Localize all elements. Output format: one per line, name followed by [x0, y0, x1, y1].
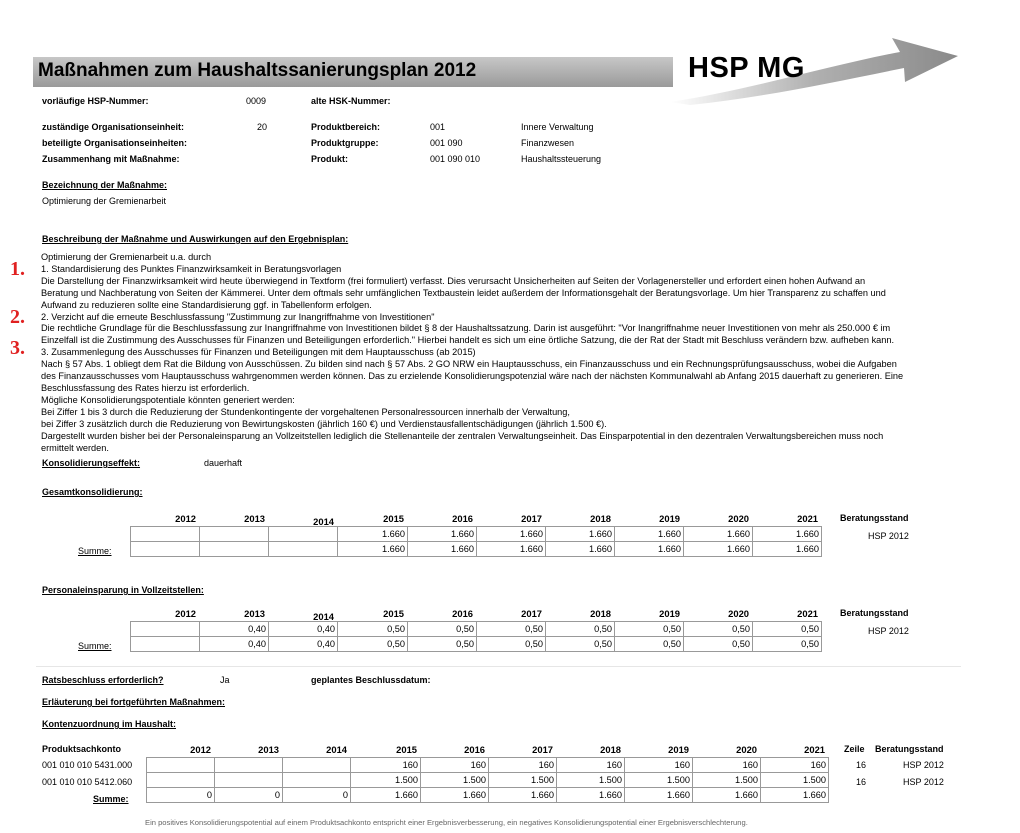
- gesamt-table: [130, 526, 822, 557]
- konto-row-2-label: 001 010 010 5412.060: [42, 777, 133, 787]
- personal-summe-cell-2017: 0,50: [477, 637, 546, 652]
- beteiligte-label: beteiligte Organisationseinheiten:: [42, 138, 188, 148]
- personal-year-2018: 2018: [590, 608, 611, 619]
- marker-1: 1.: [10, 258, 25, 280]
- konten-row-1-cell-2017: 160: [489, 758, 557, 773]
- erlaeuterung-heading: Erläuterung bei fortgeführten Maßnahmen:: [42, 697, 226, 707]
- gesamt-year-2012: 2012: [175, 513, 196, 524]
- beschreibung-line: Die Darstellung der Finanzwirksamkeit wird heute überwiegend in Textform (frei formuliert) verfasst. Dies verursacht Unsicherheiten auf Seiten der Vorlagenersteller und erfordert einen hohen Aufwand an: [41, 275, 866, 286]
- beschreibung-line: Nach § 57 Abs. 1 obliegt dem Rat die Bildung von Ausschüssen. Zu bilden sind nach § 57 Abs. 2 GO NRW ein Hauptausschuss, ein Finanzausschuss und ein Rechnungsprüfungsausschuss, wobei die Aufgaben: [41, 359, 897, 370]
- konten-summe-cell-2013: 0: [215, 788, 283, 803]
- konten-summe-cell-2020: 1.660: [693, 788, 761, 803]
- konten-row-1-cell-2013: [215, 758, 283, 773]
- konsolidierungseffekt-label: Konsolidierungseffekt:: [42, 458, 141, 468]
- personal-summe-label: Summe:: [78, 641, 112, 651]
- personal-summe-cell-2013: 0,40: [200, 637, 269, 652]
- produktbereich-name: Innere Verwaltung: [521, 122, 594, 132]
- konten-year-2019: 2019: [668, 744, 689, 755]
- beschreibung-line: Einzelfall ist die Zustimmung des Ausschusses für Finanzen und Beteiligungen erforderlich." Hierbei handelt es sich um eine örtliche Satzung, die der Rat der Stadt mit Beschluss verändern bzw. aufheben kann.: [41, 335, 895, 346]
- gesamt-cell-2015: 1.660: [338, 527, 408, 542]
- hsp-number-label: vorläufige HSP-Nummer:: [42, 96, 149, 106]
- personal-summe-cell-2012: [131, 637, 200, 652]
- konten-summe-row: [147, 788, 829, 803]
- konten-row: [147, 773, 829, 788]
- personal-cell-2017: 0,50: [477, 622, 546, 637]
- konten-row-1-cell-2015: 160: [351, 758, 421, 773]
- konten-row-1-cell-2018: 160: [557, 758, 625, 773]
- konten-summe-cell-2012: 0: [147, 788, 215, 803]
- produktgruppe-label: Produktgruppe:: [311, 138, 379, 148]
- marker-3: 3.: [10, 337, 25, 359]
- personal-beratungsstand-value: HSP 2012: [868, 626, 909, 636]
- gesamt-year-2017: 2017: [521, 513, 542, 524]
- gesamt-summe-cell-2020: 1.660: [684, 542, 753, 557]
- gesamt-summe-row: [131, 542, 822, 557]
- gesamt-year-2020: 2020: [728, 513, 749, 524]
- gesamt-year-2021: 2021: [797, 513, 818, 524]
- logo-text: HSP MG: [688, 52, 805, 84]
- konto-row-1-label: 001 010 010 5431.000: [42, 760, 133, 770]
- gesamt-beratungsstand-value: HSP 2012: [868, 531, 909, 541]
- personal-year-2013: 2013: [244, 608, 265, 619]
- page-title: Maßnahmen zum Haushaltssanierungsplan 2012: [38, 60, 477, 81]
- konten-year-2021: 2021: [804, 744, 825, 755]
- bezeichnung-heading: Bezeichnung der Maßnahme:: [42, 180, 168, 190]
- gesamt-cell-2013: [200, 527, 269, 542]
- hsp-number-value: 0009: [246, 96, 267, 106]
- beschreibung-line: des Finanzausschusses vom Hauptausschuss wahrgenommen werden können. Das zu erzielende Konsolidierungspotenzial wäre nach der nächsten Kommunalwahl ab Anfang 2015 dauerhaft zu generieren. Eine: [41, 371, 904, 382]
- gesamt-beratungsstand-label: Beratungsstand: [840, 513, 909, 523]
- gesamt-cell-2016: 1.660: [408, 527, 477, 542]
- konten-summe-label: Summe:: [93, 794, 129, 804]
- konten-summe-cell-2021: 1.660: [761, 788, 829, 803]
- konten-year-2016: 2016: [464, 744, 485, 755]
- personal-summe-cell-2021: 0,50: [753, 637, 822, 652]
- konten-summe-cell-2019: 1.660: [625, 788, 693, 803]
- konten-year-2015: 2015: [396, 744, 417, 755]
- gesamt-summe-cell-2017: 1.660: [477, 542, 546, 557]
- gesamt-year-2018: 2018: [590, 513, 611, 524]
- personal-cell-2012: [131, 622, 200, 637]
- konten-row-1-cell-2020: 160: [693, 758, 761, 773]
- produktgruppe-name: Finanzwesen: [521, 138, 575, 148]
- beschreibung-text: [41, 252, 971, 454]
- beschreibung-line: Optimierung der Gremienarbeit u.a. durch: [41, 252, 212, 262]
- personal-heading: Personaleinsparung in Vollzeitstellen:: [42, 585, 204, 595]
- personal-row: [131, 622, 822, 637]
- gesamt-summe-cell-2015: 1.660: [338, 542, 408, 557]
- konten-row-2-cell-2012: [147, 773, 215, 788]
- konten-beratungsstand-header: Beratungsstand: [875, 744, 944, 754]
- personal-summe-row: [131, 637, 822, 652]
- konten-row-2-cell-2020: 1.500: [693, 773, 761, 788]
- gesamt-cell-2012: [131, 527, 200, 542]
- personal-year-2017: 2017: [521, 608, 542, 619]
- gesamt-year-2014: 2014: [313, 516, 334, 527]
- konten-year-2013: 2013: [258, 744, 279, 755]
- personal-year-2014: 2014: [313, 611, 334, 622]
- konten-row-2-cell-2021: 1.500: [761, 773, 829, 788]
- gesamt-cell-2019: 1.660: [615, 527, 684, 542]
- konten-year-2014: 2014: [326, 744, 347, 755]
- org-unit-value: 20: [257, 122, 268, 132]
- gesamt-summe-cell-2014: [269, 542, 338, 557]
- gesamt-cell-2017: 1.660: [477, 527, 546, 542]
- zusammenhang-label: Zusammenhang mit Maßnahme:: [42, 154, 180, 164]
- konten-row-2-cell-2019: 1.500: [625, 773, 693, 788]
- konten-row-2-cell-2014: [283, 773, 351, 788]
- konten-row-2-cell-2017: 1.500: [489, 773, 557, 788]
- beschreibung-line: Dargestellt wurden bisher bei der Personaleinsparung an Vollzeitstellen lediglich die Stellenanteile der zentralen Verwaltungseinheit. Das Einsparpotential in den dezentralen Verwaltungsbereichen muss noch: [41, 430, 884, 441]
- beschreibung-line: 2. Verzicht auf die erneute Beschlussfassung "Zustimmung zur Inangriffnahme von Investitionen": [41, 311, 435, 322]
- gesamt-summe-cell-2016: 1.660: [408, 542, 477, 557]
- beschreibung-line: Beratung und Nachberatung von Seiten der Kämmerei. Unter dem oftmals sehr umfänglichen Textbaustein leidet außerdem der Informationsgehalt der Beratungsvorlage. Um hier Transparenz zu schaffen und: [41, 287, 886, 298]
- personal-year-2016: 2016: [452, 608, 473, 619]
- org-unit-label: zuständige Organisationseinheit:: [42, 122, 185, 132]
- gesamt-summe-cell-2021: 1.660: [753, 542, 822, 557]
- konten-row-2-cell-2018: 1.500: [557, 773, 625, 788]
- konten-heading: Kontenzuordnung im Haushalt:: [42, 719, 176, 729]
- personal-cell-2016: 0,50: [408, 622, 477, 637]
- personal-cell-2019: 0,50: [615, 622, 684, 637]
- beschreibung-line: Die rechtliche Grundlage für die Beschlussfassung zur Inangriffnahme von Investitionen bildet § 8 der Haushaltssatzung. Darin ist ausgeführt: "Vor Inangriffnahme neuer Investitionen von mehr als 250.000 € im: [41, 323, 891, 334]
- personal-summe-cell-2016: 0,50: [408, 637, 477, 652]
- personal-year-2019: 2019: [659, 608, 680, 619]
- konten-year-2012: 2012: [190, 744, 211, 755]
- personal-summe-cell-2018: 0,50: [546, 637, 615, 652]
- beschreibung-line: 1. Standardisierung des Punktes Finanzwirksamkeit in Beratungsvorlagen: [41, 263, 342, 274]
- konten-row-2-cell-2015: 1.500: [351, 773, 421, 788]
- personal-summe-cell-2014: 0,40: [269, 637, 338, 652]
- personal-year-2020: 2020: [728, 608, 749, 619]
- gesamt-year-2016: 2016: [452, 513, 473, 524]
- gesamt-heading: Gesamtkonsolidierung:: [42, 487, 143, 497]
- gesamt-cell-2018: 1.660: [546, 527, 615, 542]
- konten-summe-cell-2017: 1.660: [489, 788, 557, 803]
- bezeichnung-text: Optimierung der Gremienarbeit: [42, 196, 167, 206]
- konten-row-2-cell-2013: [215, 773, 283, 788]
- ratsbeschluss-label: Ratsbeschluss erforderlich?: [42, 675, 164, 685]
- beschreibung-heading: Beschreibung der Maßnahme und Auswirkungen auf den Ergebnisplan:: [42, 234, 349, 244]
- personal-year-2015: 2015: [383, 608, 404, 619]
- konto-row-1-stand: HSP 2012: [903, 760, 944, 770]
- konten-summe-cell-2016: 1.660: [421, 788, 489, 803]
- personal-cell-2020: 0,50: [684, 622, 753, 637]
- konten-row-1-cell-2021: 160: [761, 758, 829, 773]
- ratsbeschluss-value: Ja: [220, 675, 230, 685]
- personal-table: [130, 621, 822, 652]
- konten-row-2-cell-2016: 1.500: [421, 773, 489, 788]
- konten-year-2018: 2018: [600, 744, 621, 755]
- gesamt-cell-2014: [269, 527, 338, 542]
- personal-cell-2018: 0,50: [546, 622, 615, 637]
- gesamt-summe-cell-2012: [131, 542, 200, 557]
- gesamt-cell-2021: 1.660: [753, 527, 822, 542]
- konten-year-2020: 2020: [736, 744, 757, 755]
- personal-year-2012: 2012: [175, 608, 196, 619]
- divider: [36, 666, 961, 667]
- gesamt-year-2015: 2015: [383, 513, 404, 524]
- konto-row-1-zeile: 16: [856, 760, 867, 770]
- konten-row-1-cell-2014: [283, 758, 351, 773]
- produkt-name: Haushaltssteuerung: [521, 154, 602, 164]
- produktsachkonto-header: Produktsachkonto: [42, 744, 122, 754]
- produktbereich-label: Produktbereich:: [311, 122, 381, 132]
- gesamt-cell-2020: 1.660: [684, 527, 753, 542]
- beschlussdatum-label: geplantes Beschlussdatum:: [311, 675, 431, 685]
- beschreibung-line: ermittelt werden.: [41, 442, 109, 453]
- konten-table: [146, 757, 829, 803]
- beschreibung-line: Aufwand zu reduzieren sollte eine Standardisierung ggf. in Tabellenform erfolgen.: [41, 299, 372, 310]
- personal-cell-2014: 0,40: [269, 622, 338, 637]
- personal-summe-cell-2020: 0,50: [684, 637, 753, 652]
- konten-row-1-cell-2012: [147, 758, 215, 773]
- beschreibung-line: bei Ziffer 3 zusätzlich durch die Reduzierung von Bewirtungskosten (jährlich 160 €) und Verdienstausfallentschädigungen (jährlich 1.500 €).: [41, 418, 607, 429]
- konten-row: [147, 758, 829, 773]
- personal-summe-cell-2015: 0,50: [338, 637, 408, 652]
- beschreibung-line: Mögliche Konsolidierungspotentiale könnten generiert werden:: [41, 394, 295, 405]
- beschreibung-line: Bei Ziffer 1 bis 3 durch die Reduzierung der Stundenkontingente der vorgehaltenen Personalressourcen innerhalb der Verwaltung,: [41, 406, 570, 417]
- personal-year-2021: 2021: [797, 608, 818, 619]
- produkt-label: Produkt:: [311, 154, 348, 164]
- beschreibung-line: Beschlussfassung des Rates hierzu ist erforderlich.: [41, 382, 250, 393]
- konten-year-2017: 2017: [532, 744, 553, 755]
- produktgruppe-code: 001 090: [430, 138, 463, 148]
- konten-summe-cell-2018: 1.660: [557, 788, 625, 803]
- gesamt-row: [131, 527, 822, 542]
- personal-beratungsstand-label: Beratungsstand: [840, 608, 909, 618]
- produktbereich-code: 001: [430, 122, 446, 132]
- konten-row-1-cell-2016: 160: [421, 758, 489, 773]
- gesamt-summe-cell-2013: [200, 542, 269, 557]
- konten-row-1-cell-2019: 160: [625, 758, 693, 773]
- zeile-header: Zeile: [844, 744, 865, 754]
- konten-summe-cell-2015: 1.660: [351, 788, 421, 803]
- konten-summe-cell-2014: 0: [283, 788, 351, 803]
- gesamt-summe-cell-2018: 1.660: [546, 542, 615, 557]
- personal-cell-2015: 0,50: [338, 622, 408, 637]
- beschreibung-line: 3. Zusammenlegung des Ausschusses für Finanzen und Beteiligungen mit dem Hauptausschuss (ab 2015): [41, 347, 476, 358]
- marker-2: 2.: [10, 306, 25, 328]
- produkt-code: 001 090 010: [430, 154, 481, 164]
- footnote: Ein positives Konsolidierungspotential auf einem Produktsachkonto entspricht einer Ergebnisverbesserung, ein negatives Konsolidierungspotential einer Ergebnisverschlechterung.: [145, 818, 748, 827]
- konto-row-2-zeile: 16: [856, 777, 867, 787]
- personal-cell-2021: 0,50: [753, 622, 822, 637]
- gesamt-year-2019: 2019: [659, 513, 680, 524]
- personal-summe-cell-2019: 0,50: [615, 637, 684, 652]
- konto-row-2-stand: HSP 2012: [903, 777, 944, 787]
- konsolidierungseffekt-value: dauerhaft: [204, 458, 243, 468]
- gesamt-year-2013: 2013: [244, 513, 265, 524]
- gesamt-summe-cell-2019: 1.660: [615, 542, 684, 557]
- personal-cell-2013: 0,40: [200, 622, 269, 637]
- gesamt-summe-label: Summe:: [78, 546, 112, 556]
- hsk-number-label: alte HSK-Nummer:: [311, 96, 391, 106]
